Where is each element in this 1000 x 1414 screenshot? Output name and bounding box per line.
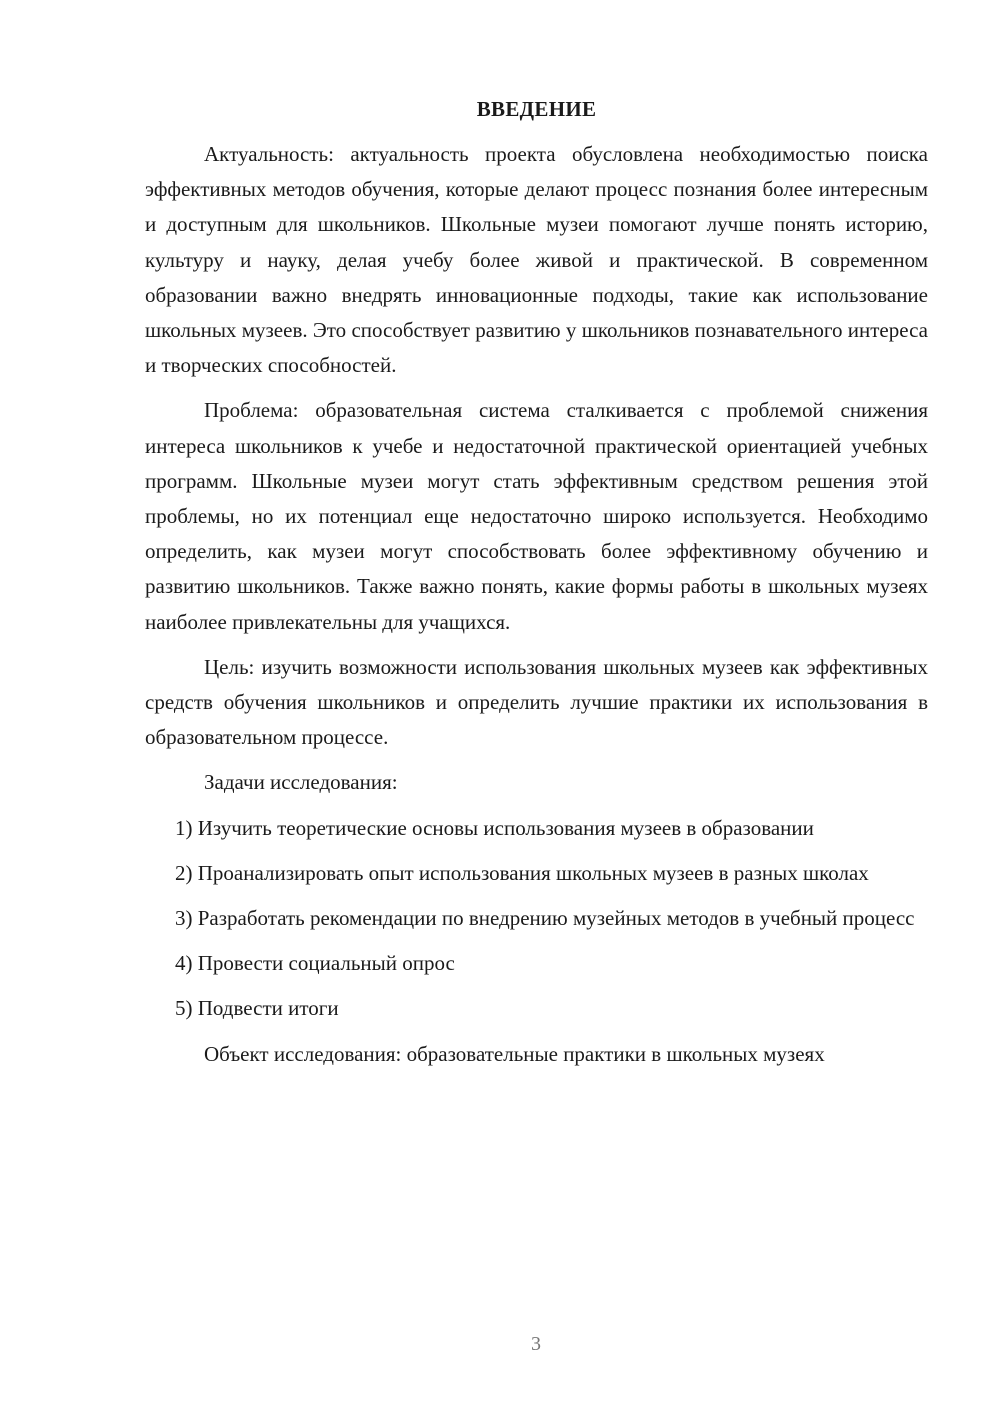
task-item: 5) Подвести итоги — [175, 996, 339, 1021]
page-title: ВВЕДЕНИЕ — [476, 97, 597, 121]
task-item: 3) Разработать рекомендации по внедрению музейных методов в учебный процесс — [175, 906, 915, 931]
paragraph-problem: Проблема: образовательная система сталкивается с проблемой снижения интереса школьников к учебе и недостаточной практической ориентацией учебных программ. Школьные музеи могут стать эффективным средством решения этой проблемы, но их потенциал еще недостаточно широко используется. Необходимо определить, как музеи могут способствовать более эффективному обучению и развитию школьников. Также важно понять, какие формы работы в школьных музеях наиболее привлекательны для учащихся. — [145, 398, 928, 634]
paragraph-object: Объект исследования: образовательные практики в школьных музеях — [204, 1041, 825, 1066]
paragraph-goal: Цель: изучить возможности использования школьных музеев как эффективных средств обучения школьников и определить лучшие практики их использования в образовательном процессе. — [145, 654, 928, 750]
page-number: 3 — [531, 1333, 541, 1355]
page-content — [145, 92, 928, 1072]
task-item: 1) Изучить теоретические основы использования музеев в образовании — [175, 815, 814, 840]
task-item: 2) Проанализировать опыт использования школьных музеев в разных школах — [175, 860, 869, 885]
tasks-heading: Задачи исследования: — [204, 770, 398, 795]
task-item: 4) Провести социальный опрос — [175, 951, 455, 976]
paragraph-relevance: Актуальность: актуальность проекта обусловлена необходимостью поиска эффективных методов обучения, которые делают процесс познания более интересным и доступным для школьников. Школьные музеи помогают лучше понять историю, культуру и науку, делая учебу более живой и практической. В современном образовании важно внедрять инновационные подходы, такие как использование школьных музеев. Это способствует развитию у школьников познавательного интереса и творческих способностей. — [145, 142, 928, 378]
